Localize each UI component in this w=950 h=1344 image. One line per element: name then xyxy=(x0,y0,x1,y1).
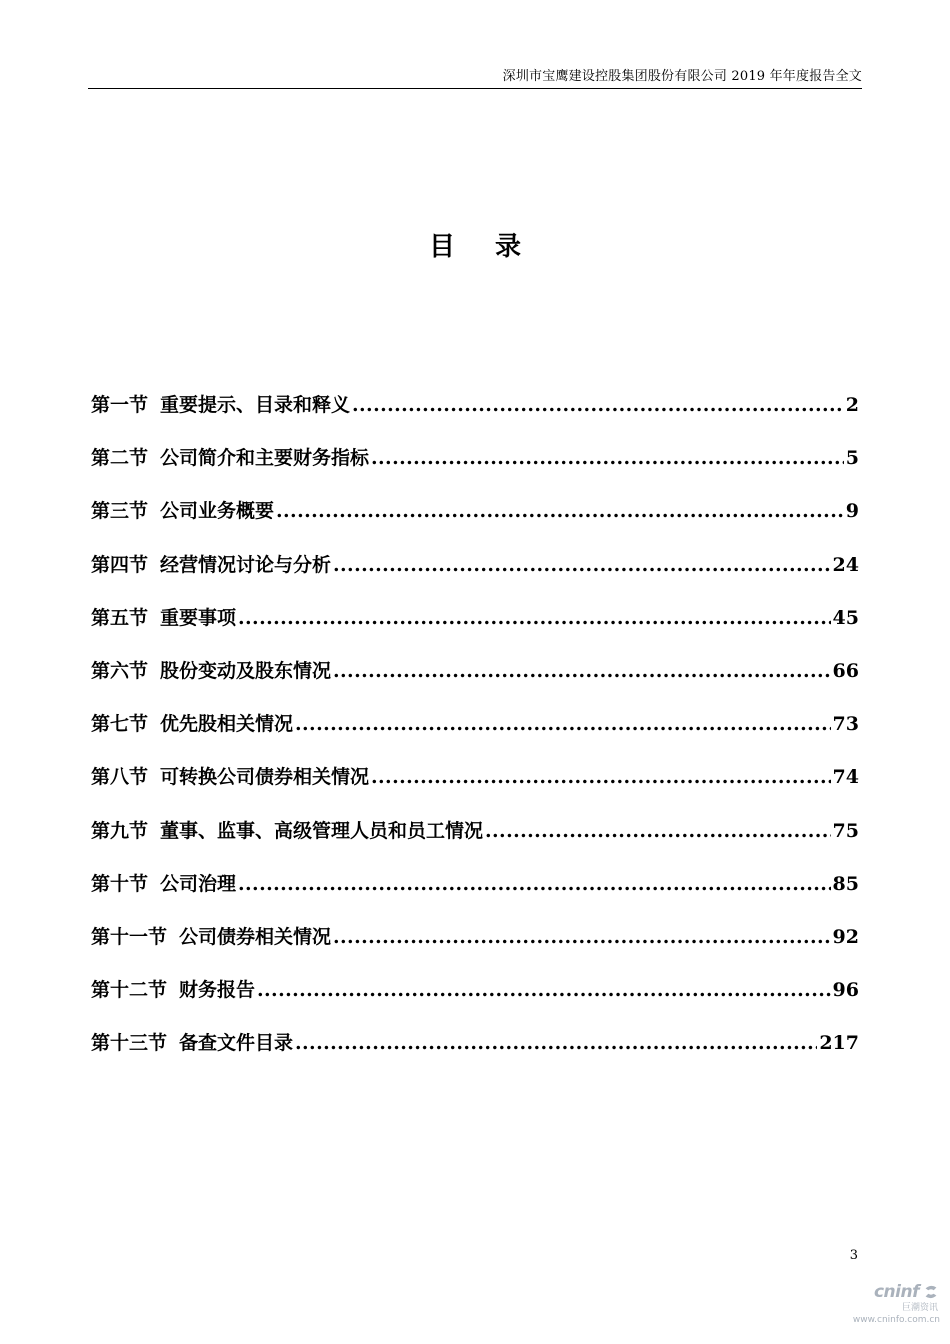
toc-item-9[interactable] xyxy=(91,816,859,869)
toc-leader-dots xyxy=(333,554,831,576)
toc-item-6[interactable] xyxy=(91,656,859,709)
toc-section-label: 第五节 xyxy=(91,606,149,629)
toc-leader-dots xyxy=(257,979,831,1001)
page-header xyxy=(88,62,862,89)
toc-leader-dots xyxy=(485,820,831,842)
toc-section-title: 可转换公司债券相关情况 xyxy=(160,766,370,789)
toc-page-number: 92 xyxy=(832,925,859,948)
toc-page-number: 5 xyxy=(845,447,859,470)
toc-section-label: 第四节 xyxy=(91,553,149,576)
watermark-logo xyxy=(844,1282,940,1302)
watermark-url: www.cninfo.com.cn xyxy=(852,1315,940,1325)
toc-section-label: 第二节 xyxy=(91,447,149,470)
toc-section-title: 经营情况讨论与分析 xyxy=(160,553,332,576)
toc-item-8[interactable] xyxy=(91,762,859,815)
toc-section-title: 股份变动及股东情况 xyxy=(160,659,332,682)
toc-list xyxy=(91,390,859,1081)
toc-section-label: 第一节 xyxy=(91,394,149,416)
toc-item-12[interactable] xyxy=(91,975,859,1028)
toc-leader-dots xyxy=(276,500,844,522)
toc-section-title: 公司债券相关情况 xyxy=(179,925,332,948)
toc-section-title: 财务报告 xyxy=(179,979,256,1002)
toc-section-label: 第十节 xyxy=(91,872,149,895)
toc-section-title: 公司简介和主要财务指标 xyxy=(160,447,370,470)
toc-leader-dots xyxy=(295,713,831,735)
toc-section-label: 第八节 xyxy=(91,766,149,789)
toc-page-number: 9 xyxy=(845,500,859,523)
toc-section-title: 公司治理 xyxy=(160,872,237,895)
toc-section-label: 第十二节 xyxy=(91,979,168,1002)
toc-item-13[interactable] xyxy=(91,1028,859,1081)
toc-section-title: 重要事项 xyxy=(160,606,237,629)
toc-page-number: 96 xyxy=(832,979,859,1002)
toc-item-5[interactable] xyxy=(91,603,859,656)
toc-section-label: 第十三节 xyxy=(91,1032,168,1055)
toc-item-4[interactable] xyxy=(91,550,859,603)
toc-section-title: 公司业务概要 xyxy=(160,500,275,523)
toc-leader-dots xyxy=(371,766,831,788)
toc-page-number: 85 xyxy=(832,872,859,895)
toc-section-label: 第七节 xyxy=(91,713,149,736)
header-title: 深圳市宝鹰建设控股集团股份有限公司 2019 年年度报告全文 xyxy=(502,69,862,84)
toc-page-number: 24 xyxy=(832,553,859,576)
toc-section-title: 重要提示、目录和释义 xyxy=(160,394,351,416)
toc-leader-dots xyxy=(352,394,844,416)
toc-section-title: 董事、监事、高级管理人员和员工情况 xyxy=(160,819,484,842)
toc-page-number: 66 xyxy=(832,659,859,682)
toc-leader-dots xyxy=(238,873,831,895)
toc-page-number: 217 xyxy=(819,1032,859,1055)
watermark-brand: cninf xyxy=(873,1282,919,1302)
toc-leader-dots xyxy=(333,660,831,682)
cninf-logo-icon xyxy=(922,1283,940,1301)
cninf-watermark xyxy=(844,1282,940,1334)
toc-section-label: 第三节 xyxy=(91,500,149,523)
toc-item-7[interactable] xyxy=(91,709,859,762)
toc-item-1[interactable] xyxy=(91,390,859,443)
toc-section-label: 第六节 xyxy=(91,659,149,682)
watermark-cn-name: 巨潮资讯 xyxy=(901,1303,938,1313)
toc-page-number: 45 xyxy=(832,606,859,629)
toc-item-10[interactable] xyxy=(91,869,859,922)
toc-section-title: 备查文件目录 xyxy=(179,1032,294,1055)
toc-page-number: 73 xyxy=(832,713,859,736)
toc-section-title: 优先股相关情况 xyxy=(160,713,294,736)
toc-item-3[interactable] xyxy=(91,496,859,549)
toc-item-11[interactable] xyxy=(91,922,859,975)
toc-page-number: 2 xyxy=(845,394,859,416)
toc-item-2[interactable] xyxy=(91,443,859,496)
footer-page-number: 3 xyxy=(849,1248,858,1263)
toc-leader-dots xyxy=(371,447,844,469)
toc-leader-dots xyxy=(238,607,831,629)
toc-section-label: 第九节 xyxy=(91,819,149,842)
toc-leader-dots xyxy=(333,926,831,948)
toc-leader-dots xyxy=(295,1032,817,1054)
toc-page-number: 74 xyxy=(832,766,859,789)
toc-section-label: 第十一节 xyxy=(91,925,168,948)
toc-title: 目录 xyxy=(428,232,561,262)
toc-page-number: 75 xyxy=(832,819,859,842)
